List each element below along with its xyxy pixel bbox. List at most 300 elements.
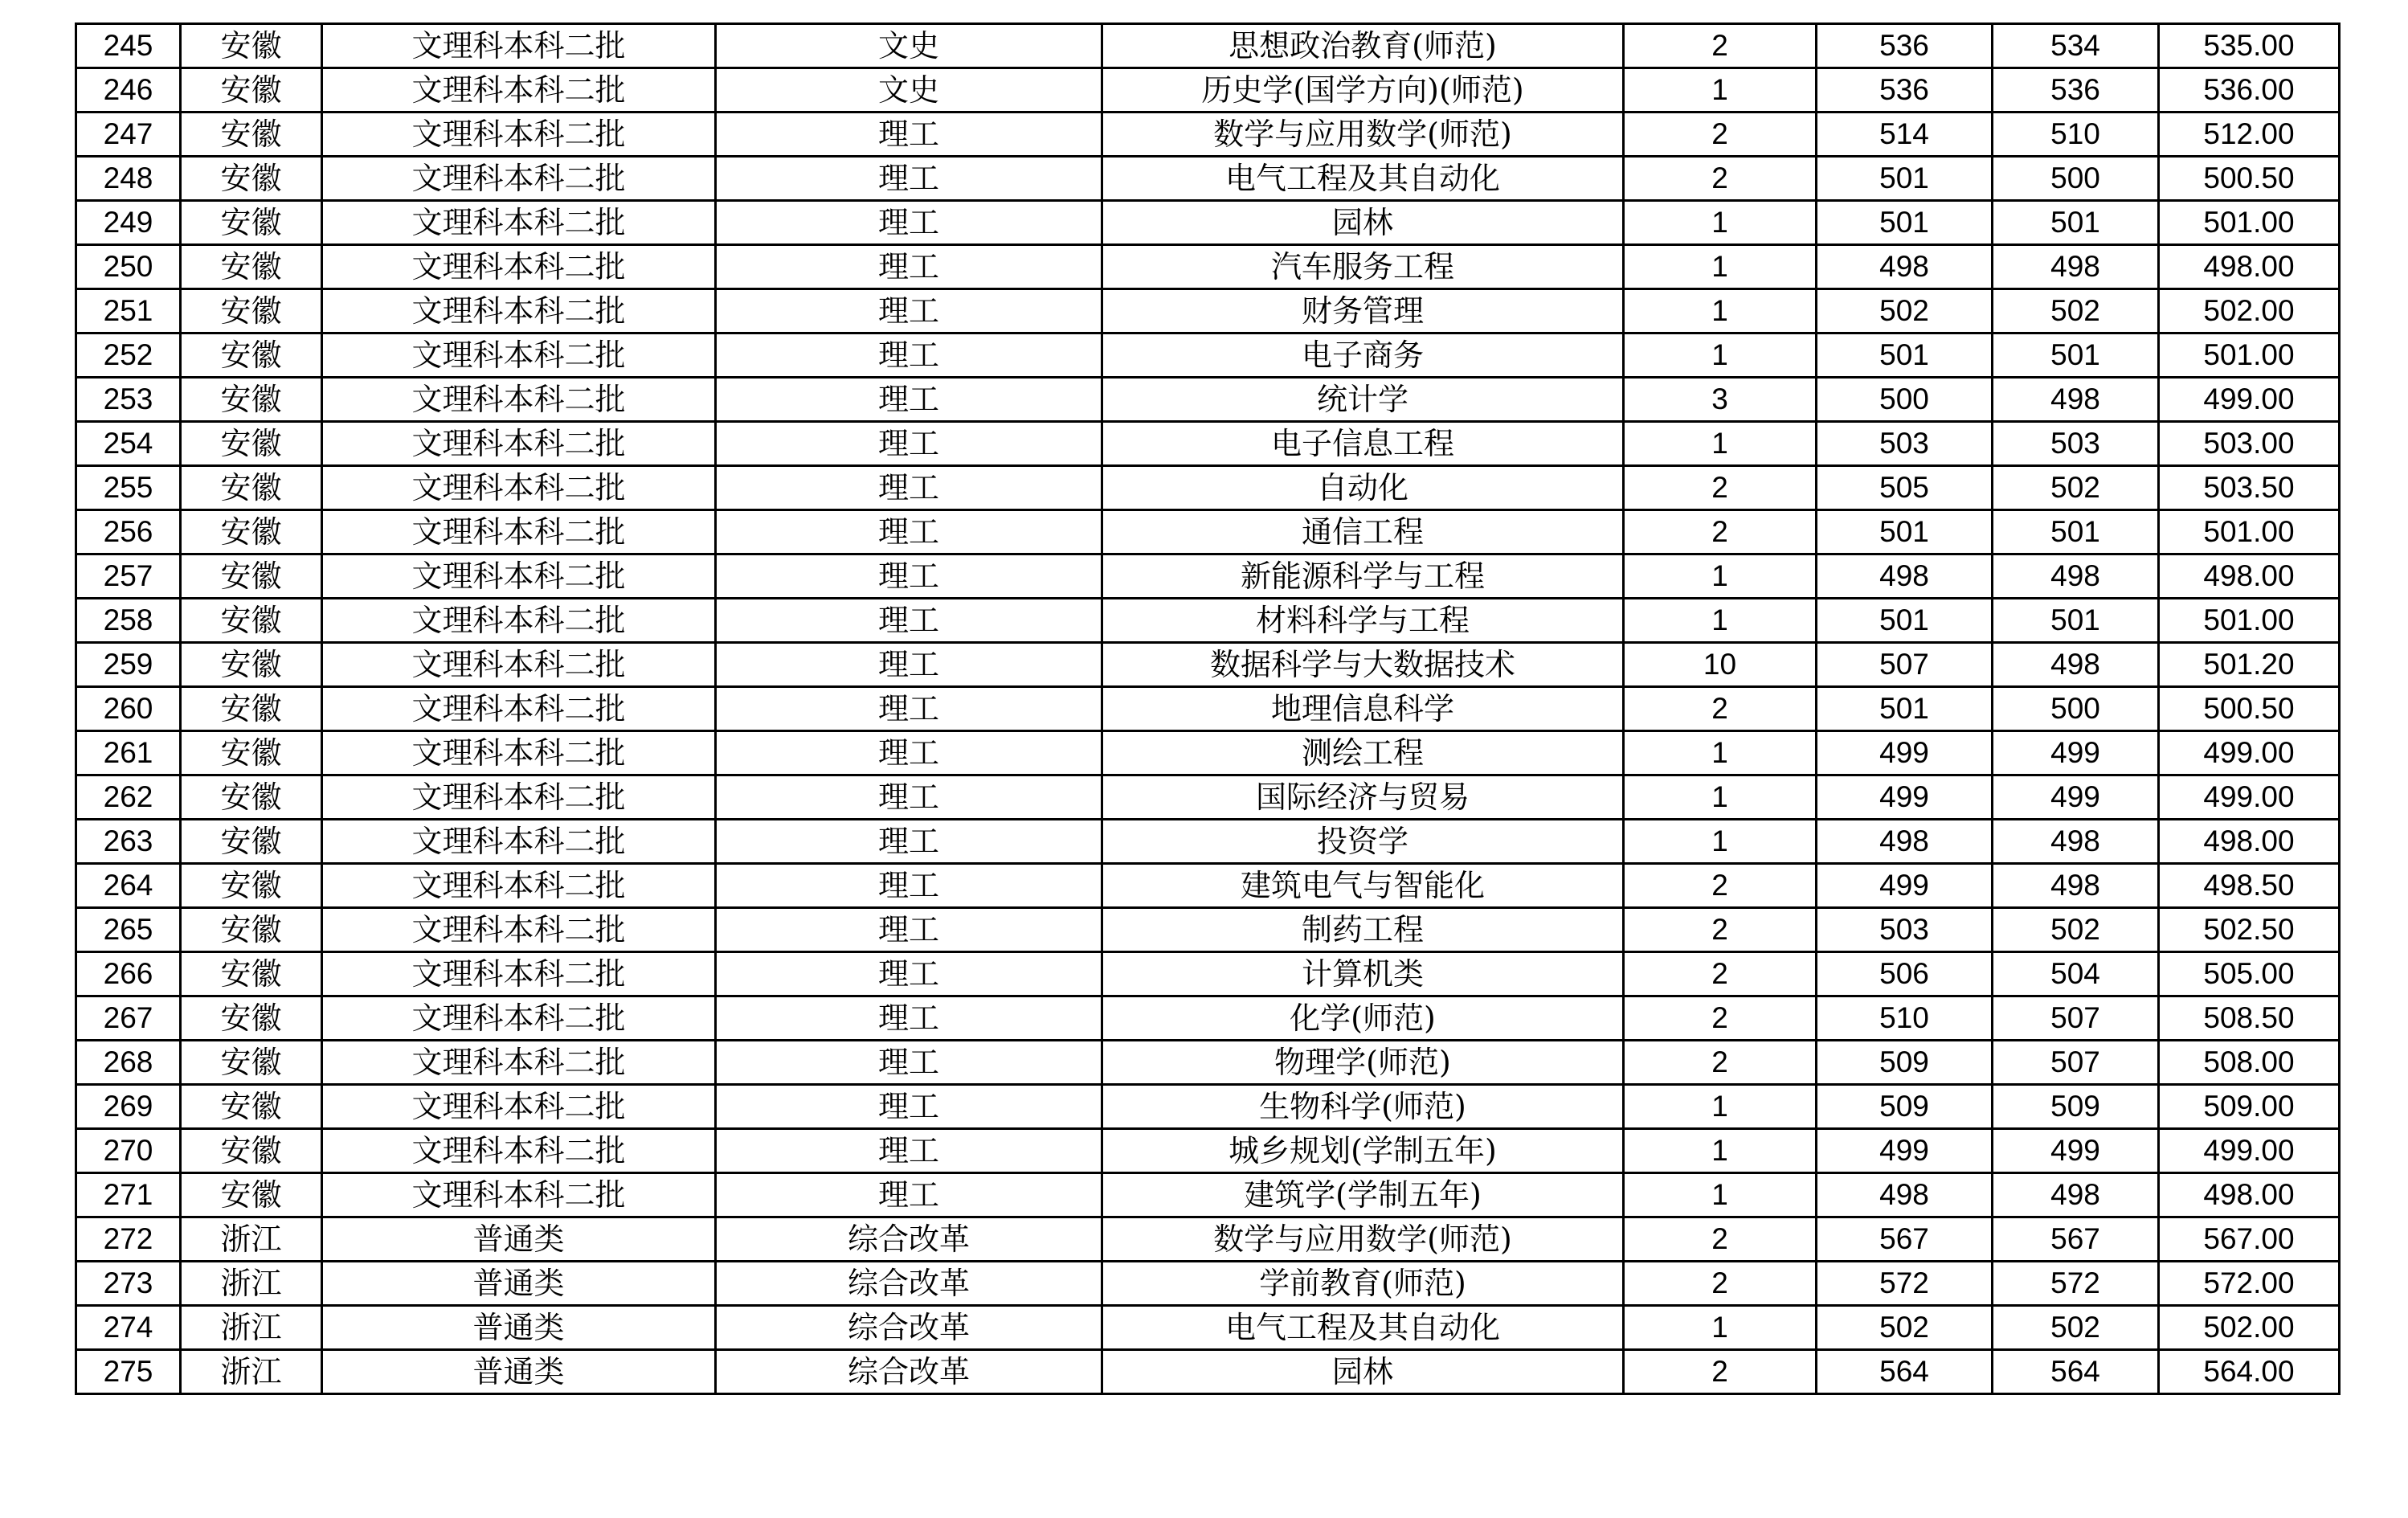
avg-score-cell: 536.00	[2159, 68, 2340, 113]
table-row	[76, 510, 2340, 554]
admission-scores-table	[75, 23, 2341, 1395]
min-score-cell: 500	[1993, 157, 2159, 201]
table-row	[76, 1262, 2340, 1306]
admitted-count-cell: 2	[1624, 466, 1817, 510]
max-score-cell: 499	[1817, 775, 1993, 820]
min-score-cell: 501	[1993, 333, 2159, 378]
max-score-cell: 536	[1817, 24, 1993, 68]
admitted-count-cell: 1	[1624, 245, 1817, 289]
max-score-cell: 498	[1817, 1173, 1993, 1217]
category-cell: 文史	[716, 24, 1102, 68]
min-score-cell: 498	[1993, 643, 2159, 687]
category-cell: 理工	[716, 996, 1102, 1041]
batch-cell: 文理科本科二批	[322, 289, 716, 333]
major-cell: 数学与应用数学(师范)	[1102, 113, 1624, 157]
table-row	[76, 157, 2340, 201]
major-cell: 投资学	[1102, 820, 1624, 864]
table-row	[76, 1217, 2340, 1262]
batch-cell: 文理科本科二批	[322, 24, 716, 68]
major-cell: 财务管理	[1102, 289, 1624, 333]
row-number-cell: 248	[76, 157, 181, 201]
batch-cell: 文理科本科二批	[322, 599, 716, 643]
major-cell: 数学与应用数学(师范)	[1102, 1217, 1624, 1262]
category-cell: 理工	[716, 378, 1102, 422]
avg-score-cell: 498.50	[2159, 864, 2340, 908]
major-cell: 通信工程	[1102, 510, 1624, 554]
admitted-count-cell: 1	[1624, 201, 1817, 245]
table-row	[76, 1306, 2340, 1350]
category-cell: 理工	[716, 1041, 1102, 1085]
category-cell: 理工	[716, 687, 1102, 731]
province-cell: 安徽	[181, 378, 322, 422]
table-row	[76, 864, 2340, 908]
min-score-cell: 504	[1993, 952, 2159, 996]
province-cell: 安徽	[181, 775, 322, 820]
avg-score-cell: 501.00	[2159, 333, 2340, 378]
avg-score-cell: 508.00	[2159, 1041, 2340, 1085]
min-score-cell: 572	[1993, 1262, 2159, 1306]
table-row	[76, 643, 2340, 687]
max-score-cell: 510	[1817, 996, 1993, 1041]
avg-score-cell: 498.00	[2159, 820, 2340, 864]
province-cell: 安徽	[181, 599, 322, 643]
min-score-cell: 564	[1993, 1350, 2159, 1394]
category-cell: 理工	[716, 908, 1102, 952]
row-number-cell: 275	[76, 1350, 181, 1394]
batch-cell: 文理科本科二批	[322, 201, 716, 245]
table-row	[76, 201, 2340, 245]
min-score-cell: 502	[1993, 1306, 2159, 1350]
batch-cell: 文理科本科二批	[322, 1129, 716, 1173]
major-cell: 新能源科学与工程	[1102, 554, 1624, 599]
row-number-cell: 263	[76, 820, 181, 864]
table-body	[76, 24, 2340, 1394]
batch-cell: 文理科本科二批	[322, 113, 716, 157]
admitted-count-cell: 1	[1624, 554, 1817, 599]
province-cell: 安徽	[181, 820, 322, 864]
row-number-cell: 262	[76, 775, 181, 820]
avg-score-cell: 564.00	[2159, 1350, 2340, 1394]
province-cell: 安徽	[181, 466, 322, 510]
table-row	[76, 1041, 2340, 1085]
batch-cell: 文理科本科二批	[322, 996, 716, 1041]
row-number-cell: 273	[76, 1262, 181, 1306]
province-cell: 安徽	[181, 333, 322, 378]
major-cell: 生物科学(师范)	[1102, 1085, 1624, 1129]
max-score-cell: 502	[1817, 289, 1993, 333]
admitted-count-cell: 1	[1624, 731, 1817, 775]
row-number-cell: 256	[76, 510, 181, 554]
max-score-cell: 507	[1817, 643, 1993, 687]
province-cell: 安徽	[181, 996, 322, 1041]
avg-score-cell: 501.00	[2159, 201, 2340, 245]
avg-score-cell: 502.00	[2159, 289, 2340, 333]
min-score-cell: 501	[1993, 599, 2159, 643]
max-score-cell: 501	[1817, 333, 1993, 378]
max-score-cell: 501	[1817, 687, 1993, 731]
major-cell: 园林	[1102, 201, 1624, 245]
admitted-count-cell: 2	[1624, 864, 1817, 908]
batch-cell: 文理科本科二批	[322, 952, 716, 996]
major-cell: 制药工程	[1102, 908, 1624, 952]
major-cell: 化学(师范)	[1102, 996, 1624, 1041]
avg-score-cell: 501.00	[2159, 510, 2340, 554]
max-score-cell: 500	[1817, 378, 1993, 422]
admitted-count-cell: 1	[1624, 1085, 1817, 1129]
category-cell: 理工	[716, 245, 1102, 289]
batch-cell: 文理科本科二批	[322, 1041, 716, 1085]
province-cell: 安徽	[181, 510, 322, 554]
avg-score-cell: 498.00	[2159, 554, 2340, 599]
min-score-cell: 498	[1993, 1173, 2159, 1217]
row-number-cell: 259	[76, 643, 181, 687]
batch-cell: 普通类	[322, 1350, 716, 1394]
table-row	[76, 731, 2340, 775]
avg-score-cell: 508.50	[2159, 996, 2340, 1041]
major-cell: 测绘工程	[1102, 731, 1624, 775]
admitted-count-cell: 1	[1624, 68, 1817, 113]
admitted-count-cell: 2	[1624, 157, 1817, 201]
avg-score-cell: 502.00	[2159, 1306, 2340, 1350]
admitted-count-cell: 1	[1624, 422, 1817, 466]
min-score-cell: 498	[1993, 864, 2159, 908]
batch-cell: 文理科本科二批	[322, 245, 716, 289]
category-cell: 理工	[716, 1173, 1102, 1217]
min-score-cell: 498	[1993, 820, 2159, 864]
row-number-cell: 250	[76, 245, 181, 289]
admitted-count-cell: 2	[1624, 908, 1817, 952]
category-cell: 理工	[716, 820, 1102, 864]
table-row	[76, 68, 2340, 113]
max-score-cell: 536	[1817, 68, 1993, 113]
avg-score-cell: 499.00	[2159, 775, 2340, 820]
avg-score-cell: 499.00	[2159, 1129, 2340, 1173]
batch-cell: 文理科本科二批	[322, 157, 716, 201]
category-cell: 理工	[716, 510, 1102, 554]
max-score-cell: 499	[1817, 731, 1993, 775]
province-cell: 安徽	[181, 1173, 322, 1217]
avg-score-cell: 567.00	[2159, 1217, 2340, 1262]
table-row	[76, 1129, 2340, 1173]
avg-score-cell: 498.00	[2159, 1173, 2340, 1217]
category-cell: 理工	[716, 1129, 1102, 1173]
row-number-cell: 253	[76, 378, 181, 422]
row-number-cell: 255	[76, 466, 181, 510]
avg-score-cell: 572.00	[2159, 1262, 2340, 1306]
major-cell: 学前教育(师范)	[1102, 1262, 1624, 1306]
avg-score-cell: 501.20	[2159, 643, 2340, 687]
major-cell: 地理信息科学	[1102, 687, 1624, 731]
avg-score-cell: 499.00	[2159, 731, 2340, 775]
major-cell: 历史学(国学方向)(师范)	[1102, 68, 1624, 113]
min-score-cell: 498	[1993, 378, 2159, 422]
admitted-count-cell: 10	[1624, 643, 1817, 687]
table-row	[76, 908, 2340, 952]
table-row	[76, 952, 2340, 996]
row-number-cell: 251	[76, 289, 181, 333]
major-cell: 电气工程及其自动化	[1102, 1306, 1624, 1350]
table-row	[76, 554, 2340, 599]
category-cell: 理工	[716, 864, 1102, 908]
row-number-cell: 245	[76, 24, 181, 68]
admitted-count-cell: 1	[1624, 599, 1817, 643]
min-score-cell: 499	[1993, 731, 2159, 775]
category-cell: 理工	[716, 643, 1102, 687]
avg-score-cell: 502.50	[2159, 908, 2340, 952]
admitted-count-cell: 1	[1624, 1306, 1817, 1350]
batch-cell: 文理科本科二批	[322, 554, 716, 599]
table-row	[76, 599, 2340, 643]
province-cell: 浙江	[181, 1262, 322, 1306]
table-row	[76, 333, 2340, 378]
min-score-cell: 534	[1993, 24, 2159, 68]
province-cell: 安徽	[181, 687, 322, 731]
admitted-count-cell: 1	[1624, 1173, 1817, 1217]
row-number-cell: 258	[76, 599, 181, 643]
min-score-cell: 509	[1993, 1085, 2159, 1129]
batch-cell: 文理科本科二批	[322, 422, 716, 466]
table-row	[76, 378, 2340, 422]
category-cell: 综合改革	[716, 1306, 1102, 1350]
province-cell: 安徽	[181, 113, 322, 157]
table-row	[76, 24, 2340, 68]
category-cell: 理工	[716, 731, 1102, 775]
max-score-cell: 572	[1817, 1262, 1993, 1306]
min-score-cell: 503	[1993, 422, 2159, 466]
major-cell: 建筑学(学制五年)	[1102, 1173, 1624, 1217]
min-score-cell: 502	[1993, 908, 2159, 952]
province-cell: 安徽	[181, 289, 322, 333]
max-score-cell: 498	[1817, 245, 1993, 289]
max-score-cell: 498	[1817, 554, 1993, 599]
max-score-cell: 509	[1817, 1085, 1993, 1129]
province-cell: 安徽	[181, 1129, 322, 1173]
min-score-cell: 501	[1993, 510, 2159, 554]
max-score-cell: 564	[1817, 1350, 1993, 1394]
major-cell: 思想政治教育(师范)	[1102, 24, 1624, 68]
avg-score-cell: 501.00	[2159, 599, 2340, 643]
admitted-count-cell: 2	[1624, 996, 1817, 1041]
province-cell: 安徽	[181, 24, 322, 68]
row-number-cell: 261	[76, 731, 181, 775]
province-cell: 安徽	[181, 245, 322, 289]
max-score-cell: 509	[1817, 1041, 1993, 1085]
avg-score-cell: 503.50	[2159, 466, 2340, 510]
major-cell: 自动化	[1102, 466, 1624, 510]
category-cell: 理工	[716, 157, 1102, 201]
category-cell: 理工	[716, 599, 1102, 643]
max-score-cell: 503	[1817, 908, 1993, 952]
category-cell: 理工	[716, 422, 1102, 466]
min-score-cell: 501	[1993, 201, 2159, 245]
min-score-cell: 507	[1993, 1041, 2159, 1085]
max-score-cell: 502	[1817, 1306, 1993, 1350]
admitted-count-cell: 1	[1624, 289, 1817, 333]
province-cell: 浙江	[181, 1217, 322, 1262]
major-cell: 国际经济与贸易	[1102, 775, 1624, 820]
batch-cell: 文理科本科二批	[322, 908, 716, 952]
category-cell: 综合改革	[716, 1217, 1102, 1262]
category-cell: 理工	[716, 113, 1102, 157]
admitted-count-cell: 1	[1624, 775, 1817, 820]
category-cell: 理工	[716, 554, 1102, 599]
max-score-cell: 503	[1817, 422, 1993, 466]
avg-score-cell: 512.00	[2159, 113, 2340, 157]
min-score-cell: 510	[1993, 113, 2159, 157]
batch-cell: 文理科本科二批	[322, 1085, 716, 1129]
table-row	[76, 466, 2340, 510]
admitted-count-cell: 1	[1624, 1129, 1817, 1173]
province-cell: 安徽	[181, 1085, 322, 1129]
row-number-cell: 254	[76, 422, 181, 466]
min-score-cell: 498	[1993, 554, 2159, 599]
major-cell: 城乡规划(学制五年)	[1102, 1129, 1624, 1173]
table-row	[76, 687, 2340, 731]
batch-cell: 文理科本科二批	[322, 1173, 716, 1217]
max-score-cell: 501	[1817, 157, 1993, 201]
row-number-cell: 268	[76, 1041, 181, 1085]
row-number-cell: 271	[76, 1173, 181, 1217]
table-row	[76, 422, 2340, 466]
avg-score-cell: 500.50	[2159, 687, 2340, 731]
row-number-cell: 267	[76, 996, 181, 1041]
category-cell: 理工	[716, 952, 1102, 996]
batch-cell: 文理科本科二批	[322, 68, 716, 113]
province-cell: 安徽	[181, 1041, 322, 1085]
max-score-cell: 505	[1817, 466, 1993, 510]
avg-score-cell: 500.50	[2159, 157, 2340, 201]
category-cell: 理工	[716, 466, 1102, 510]
category-cell: 理工	[716, 333, 1102, 378]
province-cell: 浙江	[181, 1306, 322, 1350]
max-score-cell: 506	[1817, 952, 1993, 996]
admitted-count-cell: 2	[1624, 510, 1817, 554]
table-row	[76, 820, 2340, 864]
batch-cell: 文理科本科二批	[322, 378, 716, 422]
max-score-cell: 514	[1817, 113, 1993, 157]
table-row	[76, 1085, 2340, 1129]
major-cell: 电子信息工程	[1102, 422, 1624, 466]
max-score-cell: 499	[1817, 1129, 1993, 1173]
row-number-cell: 249	[76, 201, 181, 245]
major-cell: 统计学	[1102, 378, 1624, 422]
row-number-cell: 257	[76, 554, 181, 599]
batch-cell: 普通类	[322, 1306, 716, 1350]
batch-cell: 文理科本科二批	[322, 333, 716, 378]
category-cell: 理工	[716, 289, 1102, 333]
province-cell: 安徽	[181, 554, 322, 599]
province-cell: 安徽	[181, 864, 322, 908]
batch-cell: 文理科本科二批	[322, 864, 716, 908]
admitted-count-cell: 2	[1624, 1041, 1817, 1085]
table-row	[76, 996, 2340, 1041]
admitted-count-cell: 2	[1624, 1262, 1817, 1306]
row-number-cell: 264	[76, 864, 181, 908]
max-score-cell: 499	[1817, 864, 1993, 908]
major-cell: 电气工程及其自动化	[1102, 157, 1624, 201]
min-score-cell: 499	[1993, 1129, 2159, 1173]
row-number-cell: 247	[76, 113, 181, 157]
batch-cell: 普通类	[322, 1262, 716, 1306]
admitted-count-cell: 2	[1624, 113, 1817, 157]
avg-score-cell: 509.00	[2159, 1085, 2340, 1129]
batch-cell: 普通类	[322, 1217, 716, 1262]
major-cell: 电子商务	[1102, 333, 1624, 378]
category-cell: 综合改革	[716, 1350, 1102, 1394]
batch-cell: 文理科本科二批	[322, 731, 716, 775]
admitted-count-cell: 1	[1624, 333, 1817, 378]
province-cell: 安徽	[181, 952, 322, 996]
major-cell: 数据科学与大数据技术	[1102, 643, 1624, 687]
min-score-cell: 536	[1993, 68, 2159, 113]
batch-cell: 文理科本科二批	[322, 775, 716, 820]
avg-score-cell: 498.00	[2159, 245, 2340, 289]
min-score-cell: 567	[1993, 1217, 2159, 1262]
major-cell: 物理学(师范)	[1102, 1041, 1624, 1085]
table-row	[76, 1173, 2340, 1217]
row-number-cell: 252	[76, 333, 181, 378]
major-cell: 园林	[1102, 1350, 1624, 1394]
table-row	[76, 775, 2340, 820]
major-cell: 计算机类	[1102, 952, 1624, 996]
min-score-cell: 498	[1993, 245, 2159, 289]
row-number-cell: 270	[76, 1129, 181, 1173]
major-cell: 汽车服务工程	[1102, 245, 1624, 289]
min-score-cell: 500	[1993, 687, 2159, 731]
row-number-cell: 272	[76, 1217, 181, 1262]
min-score-cell: 502	[1993, 466, 2159, 510]
min-score-cell: 499	[1993, 775, 2159, 820]
row-number-cell: 274	[76, 1306, 181, 1350]
table-row	[76, 289, 2340, 333]
min-score-cell: 507	[1993, 996, 2159, 1041]
admitted-count-cell: 2	[1624, 952, 1817, 996]
category-cell: 理工	[716, 201, 1102, 245]
max-score-cell: 501	[1817, 599, 1993, 643]
max-score-cell: 501	[1817, 201, 1993, 245]
min-score-cell: 502	[1993, 289, 2159, 333]
row-number-cell: 265	[76, 908, 181, 952]
province-cell: 安徽	[181, 422, 322, 466]
table-row	[76, 113, 2340, 157]
row-number-cell: 246	[76, 68, 181, 113]
batch-cell: 文理科本科二批	[322, 820, 716, 864]
row-number-cell: 260	[76, 687, 181, 731]
province-cell: 安徽	[181, 201, 322, 245]
batch-cell: 文理科本科二批	[322, 466, 716, 510]
category-cell: 综合改革	[716, 1262, 1102, 1306]
category-cell: 理工	[716, 1085, 1102, 1129]
max-score-cell: 501	[1817, 510, 1993, 554]
province-cell: 安徽	[181, 68, 322, 113]
admitted-count-cell: 2	[1624, 1350, 1817, 1394]
row-number-cell: 266	[76, 952, 181, 996]
admitted-count-cell: 2	[1624, 24, 1817, 68]
batch-cell: 文理科本科二批	[322, 643, 716, 687]
row-number-cell: 269	[76, 1085, 181, 1129]
province-cell: 浙江	[181, 1350, 322, 1394]
category-cell: 理工	[716, 775, 1102, 820]
province-cell: 安徽	[181, 643, 322, 687]
admitted-count-cell: 1	[1624, 820, 1817, 864]
major-cell: 材料科学与工程	[1102, 599, 1624, 643]
batch-cell: 文理科本科二批	[322, 687, 716, 731]
table-row	[76, 1350, 2340, 1394]
category-cell: 文史	[716, 68, 1102, 113]
major-cell: 建筑电气与智能化	[1102, 864, 1624, 908]
max-score-cell: 498	[1817, 820, 1993, 864]
table-row	[76, 245, 2340, 289]
